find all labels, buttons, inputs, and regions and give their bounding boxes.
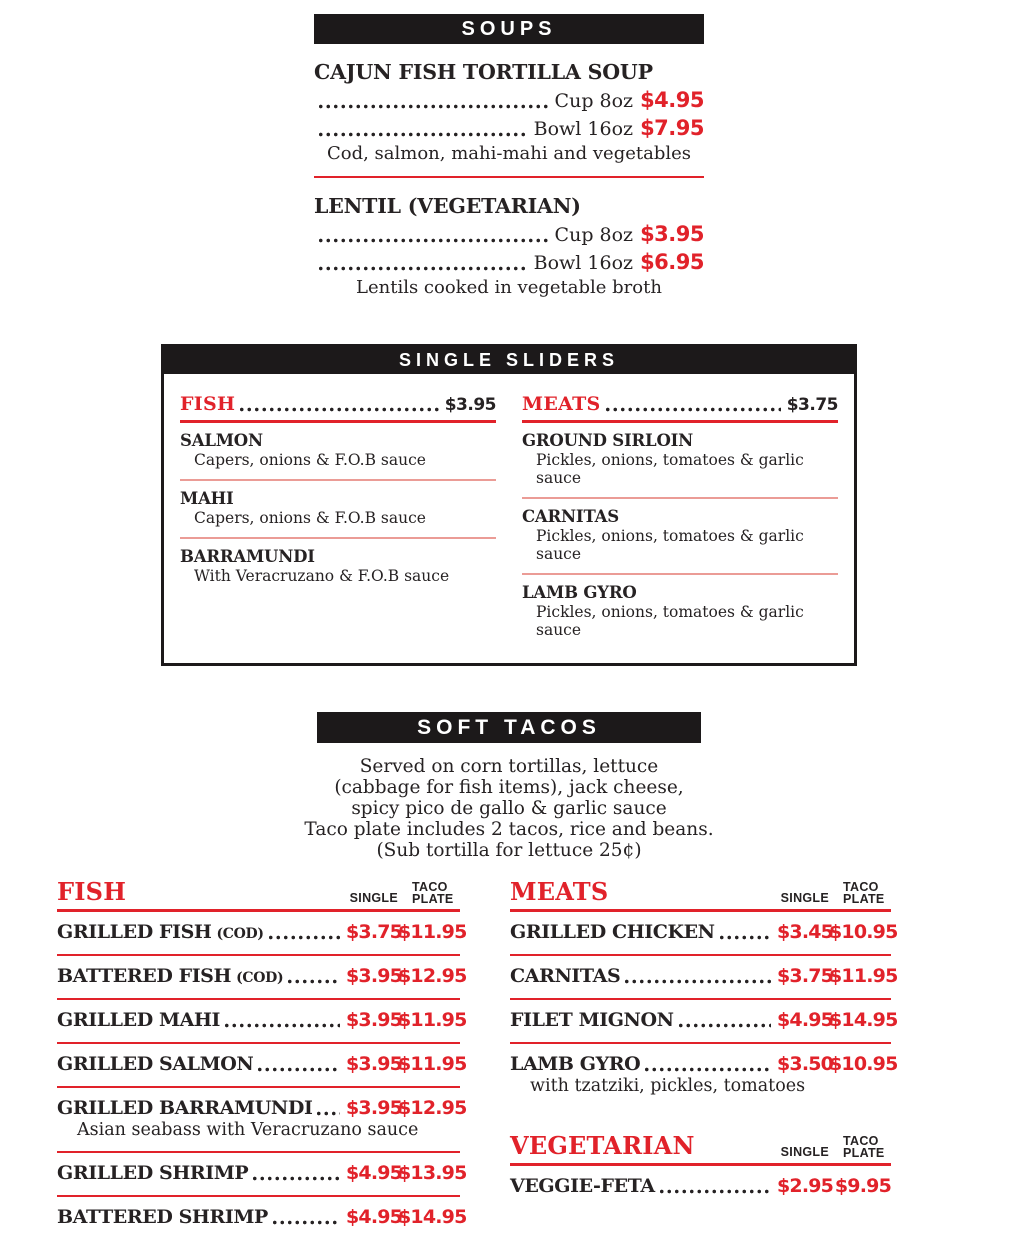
column-label-single: SINGLE: [780, 1145, 829, 1159]
section-title: VEGETARIAN: [510, 1131, 695, 1160]
item-description: with tzatziki, pickles, tomatoes: [530, 1076, 806, 1096]
description-line: spicy pico de gallo & garlic sauce: [351, 798, 667, 819]
size-label: Cup 8oz: [554, 224, 634, 246]
price-single: $3.95: [346, 1009, 403, 1031]
item-name: SALMON: [180, 431, 263, 450]
menu-item-row: [57, 1153, 467, 1197]
item-name: BATTERED FISH: [57, 965, 232, 987]
price-plate: $14.95: [398, 1206, 467, 1228]
menu-item-row: [57, 1044, 467, 1088]
column-price: $3.95: [444, 395, 496, 415]
price-plate: $11.95: [829, 965, 898, 987]
menu-item-row: [510, 912, 898, 956]
item-description: Capers, onions & F.O.B sauce: [194, 509, 426, 527]
slider-item: [522, 575, 838, 649]
section-title: FISH: [57, 877, 127, 906]
dotted-leader: [256, 1067, 340, 1072]
slider-column-header: [522, 393, 838, 423]
dotted-leader: [643, 1067, 771, 1072]
item-name: GRILLED BARRAMUNDI: [57, 1097, 313, 1119]
sliders-columns: [164, 373, 854, 663]
item-description: Capers, onions & F.O.B sauce: [194, 451, 426, 469]
price-plate: $14.95: [829, 1009, 898, 1031]
soft-tacos-header: SOFT TACOS: [317, 712, 701, 743]
column-label-single: SINGLE: [349, 891, 398, 905]
size-label: Cup 8oz: [554, 90, 634, 112]
slider-item: [522, 499, 838, 575]
price-plate: $11.95: [398, 1009, 467, 1031]
item-suffix: (COD): [216, 926, 264, 942]
price-plate: $12.95: [398, 1097, 467, 1119]
soups-header: SOUPS: [314, 14, 704, 44]
column-title: FISH: [180, 393, 236, 415]
menu-item-row: [57, 1088, 467, 1153]
meats-vegetarian-column: [510, 877, 898, 1239]
taco-price-lists: [0, 877, 1018, 1239]
menu-item-row: [510, 956, 898, 1000]
dotted-leader: [677, 1023, 771, 1028]
slider-item: [180, 481, 496, 539]
price-line: [314, 88, 704, 112]
item-name: LAMB GYRO: [510, 1053, 641, 1075]
price-plate: $9.95: [834, 1175, 891, 1197]
column-title: MEATS: [522, 393, 601, 415]
slider-item: [522, 423, 838, 499]
column-label-taco-plate: TACO PLATE: [843, 880, 885, 906]
dotted-leader: [718, 935, 771, 940]
price-single: $3.95: [346, 1097, 403, 1119]
item-description: Pickles, onions, tomatoes & garlic sauce: [536, 603, 804, 639]
item-description: Asian seabass with Veracruzano sauce: [77, 1120, 419, 1140]
item-name: BARRAMUNDI: [180, 547, 315, 566]
menu-page: [0, 14, 1018, 1239]
dotted-leader: [317, 132, 528, 137]
item-name: LENTIL (VEGETARIAN): [314, 194, 581, 218]
price-plate: $12.95: [398, 965, 467, 987]
menu-item-row: [57, 912, 467, 956]
sliders-meats-column: [522, 379, 838, 649]
dotted-leader: [658, 1189, 771, 1194]
price-single: $3.75: [346, 921, 403, 943]
dotted-leader: [238, 407, 438, 412]
description-line: (cabbage for fish items), jack cheese,: [334, 777, 684, 798]
price-line: [314, 222, 704, 246]
slider-item: [180, 539, 496, 595]
dotted-leader: [267, 935, 340, 940]
item-name: CARNITAS: [510, 965, 621, 987]
item-name: MAHI: [180, 489, 234, 508]
soft-tacos-description: [0, 756, 1018, 861]
price-plate: $11.95: [398, 1053, 467, 1075]
dotted-leader: [286, 979, 340, 984]
price: $6.95: [640, 250, 704, 274]
price-line: [314, 250, 704, 274]
dotted-leader: [251, 1176, 340, 1181]
price-plate: $13.95: [398, 1162, 467, 1184]
dotted-leader: [223, 1023, 340, 1028]
price-single: $4.95: [346, 1162, 403, 1184]
meats-section: [510, 877, 898, 1107]
item-name: CAJUN FISH TORTILLA SOUP: [314, 60, 653, 84]
soup-item-lentil: [314, 178, 704, 298]
price-plate: $10.95: [829, 1053, 898, 1075]
fish-section: [57, 877, 467, 1239]
price-single: $4.95: [777, 1009, 834, 1031]
sliders-fish-column: [180, 379, 496, 649]
section-title: MEATS: [510, 877, 609, 906]
dotted-leader: [317, 104, 549, 109]
price-plate: $10.95: [829, 921, 898, 943]
item-name: GRILLED MAHI: [57, 1009, 221, 1031]
single-sliders-header: SINGLE SLIDERS: [164, 347, 855, 374]
price: $4.95: [640, 88, 704, 112]
soup-item-cajun: [314, 44, 704, 178]
description-line: Served on corn tortillas, lettuce: [359, 756, 659, 777]
item-name: GROUND SIRLOIN: [522, 431, 694, 450]
dotted-leader: [317, 238, 549, 243]
price-single: $3.95: [346, 1053, 403, 1075]
price: $7.95: [640, 116, 704, 140]
item-name: GRILLED CHICKEN: [510, 921, 715, 943]
dotted-leader: [315, 1111, 340, 1116]
price-single: $4.95: [346, 1206, 403, 1228]
price: $3.95: [640, 222, 704, 246]
column-label-single: SINGLE: [780, 891, 829, 905]
price-single: $3.45: [777, 921, 834, 943]
item-name: VEGGIE-FETA: [510, 1175, 655, 1197]
column-label-taco-plate: TACO PLATE: [412, 880, 454, 906]
price-single: $3.75: [777, 965, 834, 987]
menu-item-row: [510, 1000, 898, 1044]
menu-item-row: [57, 956, 467, 1000]
price-single: $2.95: [777, 1175, 834, 1197]
fish-section-header: [57, 877, 460, 912]
item-name: GRILLED FISH: [57, 921, 212, 943]
item-description: Lentils cooked in vegetable broth: [356, 277, 662, 298]
dotted-leader: [271, 1220, 340, 1225]
item-name: BATTERED SHRIMP: [57, 1206, 268, 1228]
price-single: $3.95: [346, 965, 403, 987]
dotted-leader: [317, 266, 528, 271]
price-single: $3.50: [777, 1053, 834, 1075]
item-description: With Veracruzano & F.O.B sauce: [194, 567, 450, 585]
menu-item-row: [57, 1197, 467, 1239]
single-sliders-section: [161, 344, 857, 666]
item-name: GRILLED SHRIMP: [57, 1162, 249, 1184]
item-description: Cod, salmon, mahi-mahi and vegetables: [326, 143, 692, 164]
description-line: Taco plate includes 2 tacos, rice and beans.: [304, 819, 714, 840]
menu-item-row: [510, 1166, 891, 1208]
soups-section: [314, 14, 704, 298]
size-label: Bowl 16oz: [533, 118, 634, 140]
dotted-leader: [623, 979, 771, 984]
item-name: CARNITAS: [522, 507, 619, 526]
meats-section-header: [510, 877, 891, 912]
column-price: $3.75: [786, 395, 838, 415]
size-label: Bowl 16oz: [533, 252, 634, 274]
item-description: Pickles, onions, tomatoes & garlic sauce: [536, 527, 804, 563]
dotted-leader: [604, 407, 781, 412]
vegetarian-section: [510, 1131, 891, 1208]
soft-tacos-section: [0, 712, 1018, 861]
description-line: (Sub tortilla for lettuce 25¢): [376, 840, 642, 861]
vegetarian-section-header: [510, 1131, 891, 1166]
slider-column-header: [180, 393, 496, 423]
item-name: LAMB GYRO: [522, 583, 637, 602]
price-plate: $11.95: [398, 921, 467, 943]
slider-item: [180, 423, 496, 481]
column-label-taco-plate: TACO PLATE: [843, 1134, 885, 1160]
item-name: FILET MIGNON: [510, 1009, 674, 1031]
menu-item-row: [57, 1000, 467, 1044]
price-line: [314, 116, 704, 140]
item-name: GRILLED SALMON: [57, 1053, 254, 1075]
item-suffix: (COD): [236, 970, 284, 986]
item-description: Pickles, onions, tomatoes & garlic sauce: [536, 451, 804, 487]
menu-item-row: [510, 1044, 898, 1107]
